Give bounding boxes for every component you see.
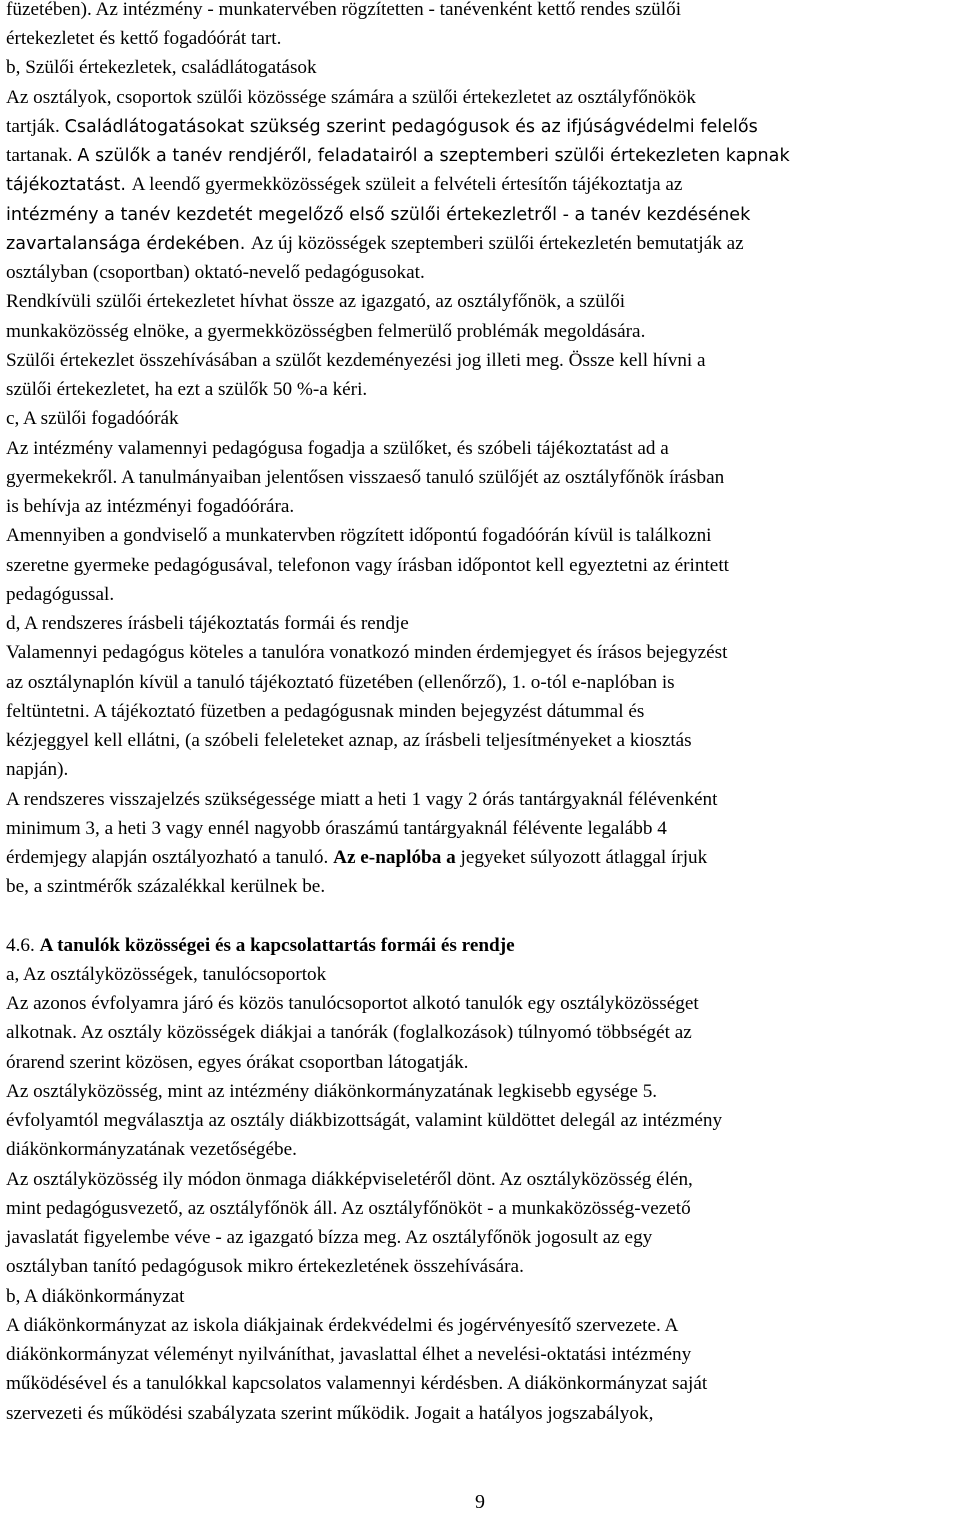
text-line: Valamennyi pedagógus köteles a tanulóra vonatkozó minden érdemjegyet és írásos bejegyzést [6, 642, 728, 663]
text-line: A diákönkormányzat az iskola diákjainak érdekvédelmi és jogérvényesítő szervezete. A [6, 1315, 679, 1336]
text-line: Amennyiben a gondviselő a munkatervben rögzített időpontú fogadóórán kívül is találkozni [6, 525, 712, 546]
text-line: c, A szülői fogadóórák [6, 408, 179, 429]
text-line: b, Szülői értekezletek, családlátogatások [6, 57, 317, 78]
text-line: pedagógussal. [6, 584, 115, 605]
text-line: értekezletet és kettő fogadóórát tart. [6, 28, 282, 49]
text-line: minimum 3, a heti 3 vagy ennél nagyobb óraszámú tantárgyaknál félévente legalább 4 [6, 818, 667, 839]
text-line: b, A diákönkormányzat [6, 1286, 185, 1307]
text-line: kézjeggyel kell ellátni, (a szóbeli feleleteket aznap, az írásbeli teljesítményeket a kiosztás [6, 730, 692, 751]
text-line: Az osztályok, csoportok szülői közössége számára a szülői értekezletet az osztályfőnökök [6, 87, 696, 108]
text-line: mint pedagógusvezető, az osztályfőnök áll. Az osztályfőnököt - a munkaközösség-vezető [6, 1198, 691, 1219]
text-line: feltüntetni. A tájékoztató füzetben a pedagógusnak minden bejegyzést dátummal és [6, 701, 645, 722]
text-line: osztályban (csoportban) oktató-nevelő pedagógusokat. [6, 262, 425, 283]
text-line: szülői értekezletet, ha ezt a szülők 50 %-a kéri. [6, 379, 368, 400]
text-line: az osztálynaplón kívül a tanuló tájékoztató füzetében (ellenőrző), 1. o-tól e-naplóban is [6, 672, 675, 693]
text-line: diákönkormányzatának vezetőségébe. [6, 1139, 297, 1160]
text-line: órarend szerint közösen, egyes órákat csoportban látogatják. [6, 1052, 469, 1073]
sans-segment: zavartalansága érdekében. [6, 234, 251, 254]
section-title: A tanulók közösségei és a kapcsolattartás formái és rendje [39, 935, 515, 956]
text-line: Az osztályközösség ily módon önmaga diákképviseletéről dönt. Az osztályközösség élén, [6, 1169, 693, 1190]
text-line: zavartalansága érdekében. Az új közösségek szeptemberi szülői értekezletén bemutatják az [6, 233, 744, 254]
text-line: érdemjegy alapján osztályozható a tanuló. Az e-naplóba a jegyeket súlyozott átlaggal írjuk [6, 847, 708, 868]
bold-phrase: Az e-naplóba a [333, 847, 456, 868]
text-line: a, Az osztályközösségek, tanulócsoportok [6, 964, 327, 985]
text-line: A rendszeres visszajelzés szükségessége miatt a heti 1 vagy 2 órás tantárgyaknál félévenként [6, 789, 718, 810]
text-line: tartanak. A szülők a tanév rendjéről, feladatairól a szeptemberi szülői értekezleten kapnak [6, 145, 790, 166]
text-line: be, a szintmérők százalékkal kerülnek be. [6, 876, 326, 897]
text-line: szeretne gyermeke pedagógusával, telefonon vagy írásban időpontot kell egyeztetni az érintett [6, 555, 729, 576]
text-line: évfolyamtól megválasztja az osztály diákbizottságát, valamint küldöttet delegál az intézmény [6, 1110, 723, 1131]
text-line: tartják. Családlátogatásokat szükség szerint pedagógusok és az ifjúságvédelmi felelős [6, 116, 758, 137]
text-line: Az azonos évfolyamra járó és közös tanulócsoportot alkotó tanulók egy osztályközösséget [6, 993, 699, 1014]
text-line: munkaközösség elnöke, a gyermekközösségben felmerülő problémák megoldására. [6, 321, 646, 342]
text-line: Az intézmény valamennyi pedagógusa fogadja a szülőket, és szóbeli tájékoztatást ad a [6, 438, 669, 459]
text-line: Rendkívüli szülői értekezletet hívhat össze az igazgató, az osztályfőnök, a szülői [6, 291, 626, 312]
text-line: osztályban tanító pedagógusok mikro értekezletének összehívására. [6, 1256, 524, 1277]
text-line: alkotnak. Az osztály közösségek diákjai a tanórák (foglalkozások) túlnyomó többségét az [6, 1022, 692, 1043]
page-number: 9 [475, 1491, 485, 1513]
sans-segment: Családlátogatásokat szükség szerint pedagógusok és az ifjúságvédelmi felelős [64, 117, 758, 137]
text-line: javaslatát figyelembe véve - az igazgató bízza meg. Az osztályfőnök jogosult az egy [6, 1227, 653, 1248]
text-line: működésével és a tanulókkal kapcsolatos valamennyi kérdésben. A diákönkormányzat saját [6, 1373, 708, 1394]
text-line: diákönkormányzat véleményt nyilváníthat, javaslattal élhet a nevelési-oktatási intézmény [6, 1344, 692, 1365]
text-line: szervezeti és működési szabályzata szerint működik. Jogait a hatályos jogszabályok, [6, 1403, 654, 1424]
text-line: is behívja az intézményi fogadóórára. [6, 496, 295, 517]
text-line: füzetében). Az intézmény - munkatervében rögzítetten - tanévenként kettő rendes szülői [6, 0, 682, 20]
text-line: tájékoztatást. A leendő gyermekközösségek szüleit a felvételi értesítőn tájékoztatja az [6, 174, 683, 195]
text-line: d, A rendszeres írásbeli tájékoztatás formái és rendje [6, 613, 409, 634]
section-heading: 4.6. A tanulók közösségei és a kapcsolattartás formái és rendje [6, 935, 515, 956]
sans-segment: A szülők a tanév rendjéről, feladatairól a szeptemberi szülői értekezleten kapnak [77, 146, 790, 166]
text-line: gyermekekről. A tanulmányaiban jelentősen visszaeső tanuló szülőjét az osztályfőnök írásban [6, 467, 725, 488]
text-line: intézmény a tanév kezdetét megelőző első szülői értekezletről - a tanév kezdésének [6, 205, 751, 225]
sans-segment: tájékoztatást. [6, 175, 132, 195]
text-line: Az osztályközösség, mint az intézmény diákönkormányzatának legkisebb egysége 5. [6, 1081, 658, 1102]
text-line: Szülői értekezlet összehívásában a szülőt kezdeményezési jog illeti meg. Össze kell hívni a [6, 350, 706, 371]
text-line: napján). [6, 759, 69, 780]
